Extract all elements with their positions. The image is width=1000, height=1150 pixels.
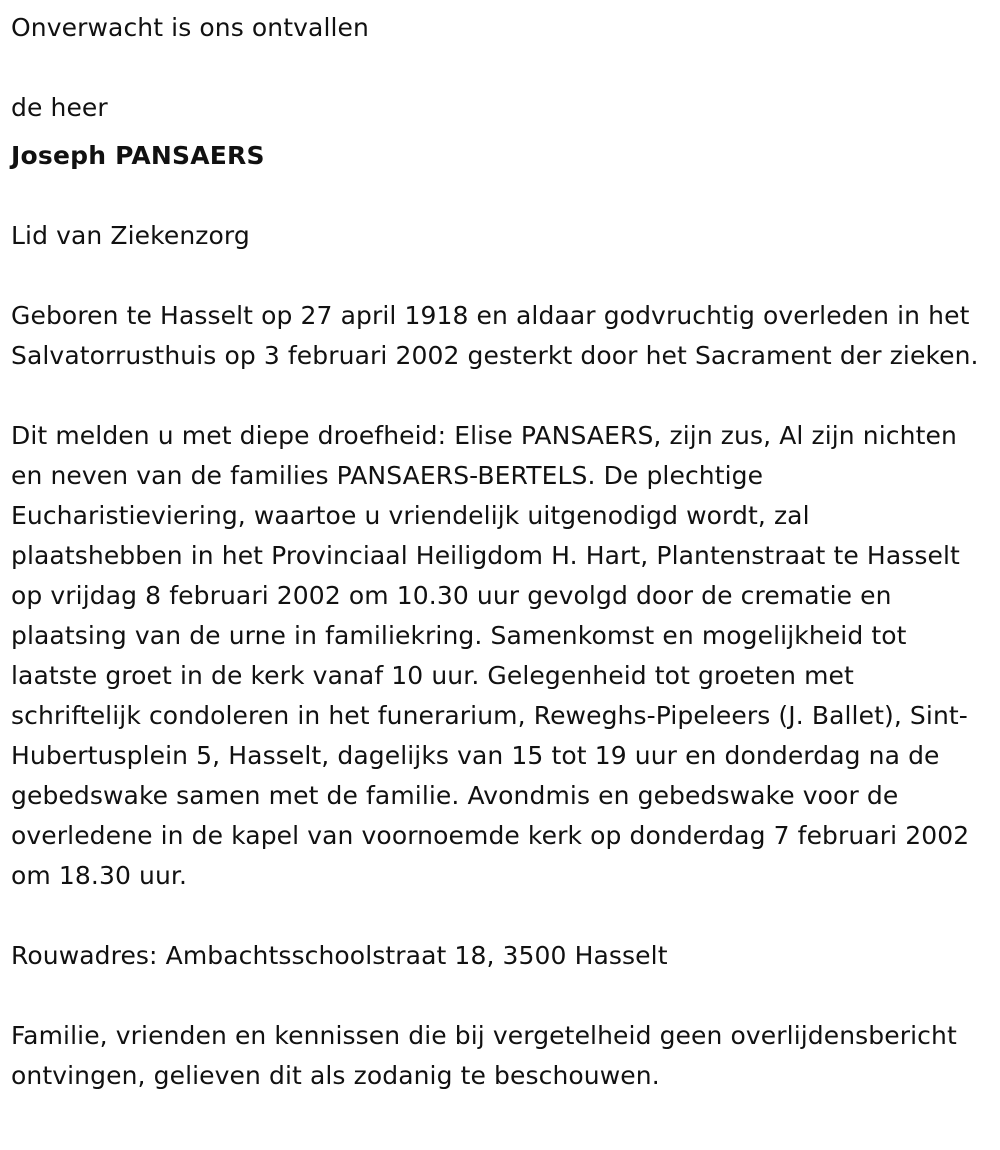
deceased-name: Joseph PANSAERS (11, 141, 265, 170)
closing-paragraph: Familie, vrienden en kennissen die bij vergetelheid geen overlijdensbericht ontvingen, gelieven dit als zodanig te beschouwen. (11, 1021, 957, 1090)
intro-line: Onverwacht is ons ontvallen (11, 13, 369, 42)
mourning-address: Rouwadres: Ambachtsschoolstraat 18, 3500 Hasselt (11, 941, 668, 970)
title-prefix: de heer (11, 93, 108, 122)
obituary-notice (11, 8, 981, 1096)
birth-death-paragraph: Geboren te Hasselt op 27 april 1918 en aldaar godvruchtig overleden in het Salvatorrusthuis op 3 februari 2002 gesterkt door het Sacrament der zieken. (11, 301, 979, 370)
announcement-paragraph: Dit melden u met diepe droefheid: Elise PANSAERS, zijn zus, Al zijn nichten en neven van de families PANSAERS-BERTELS. De plechtige Eucharistieviering, waartoe u vriendelijk uitgenodigd wordt, zal plaatshebben in het Provinciaal Heiligdom H. Hart, Plantenstraat te Hasselt op vrijdag 8 februari 2002 om 10.30 uur gevolgd door de crematie en plaatsing van de urne in familiekring. Samenkomst en mogelijkheid tot laatste groet in de kerk vanaf 10 uur. Gelegenheid tot groeten met schriftelijk condoleren in het funerarium, Reweghs-Pipeleers (J. Ballet), Sint-Hubertusplein 5, Hasselt, dagelijks van 15 tot 19 uur en donderdag na de gebedswake samen met de familie. Avondmis en gebedswake voor de overledene in de kapel van voornoemde kerk op donderdag 7 februari 2002 om 18.30 uur. (11, 421, 970, 890)
membership-line: Lid van Ziekenzorg (11, 221, 250, 250)
